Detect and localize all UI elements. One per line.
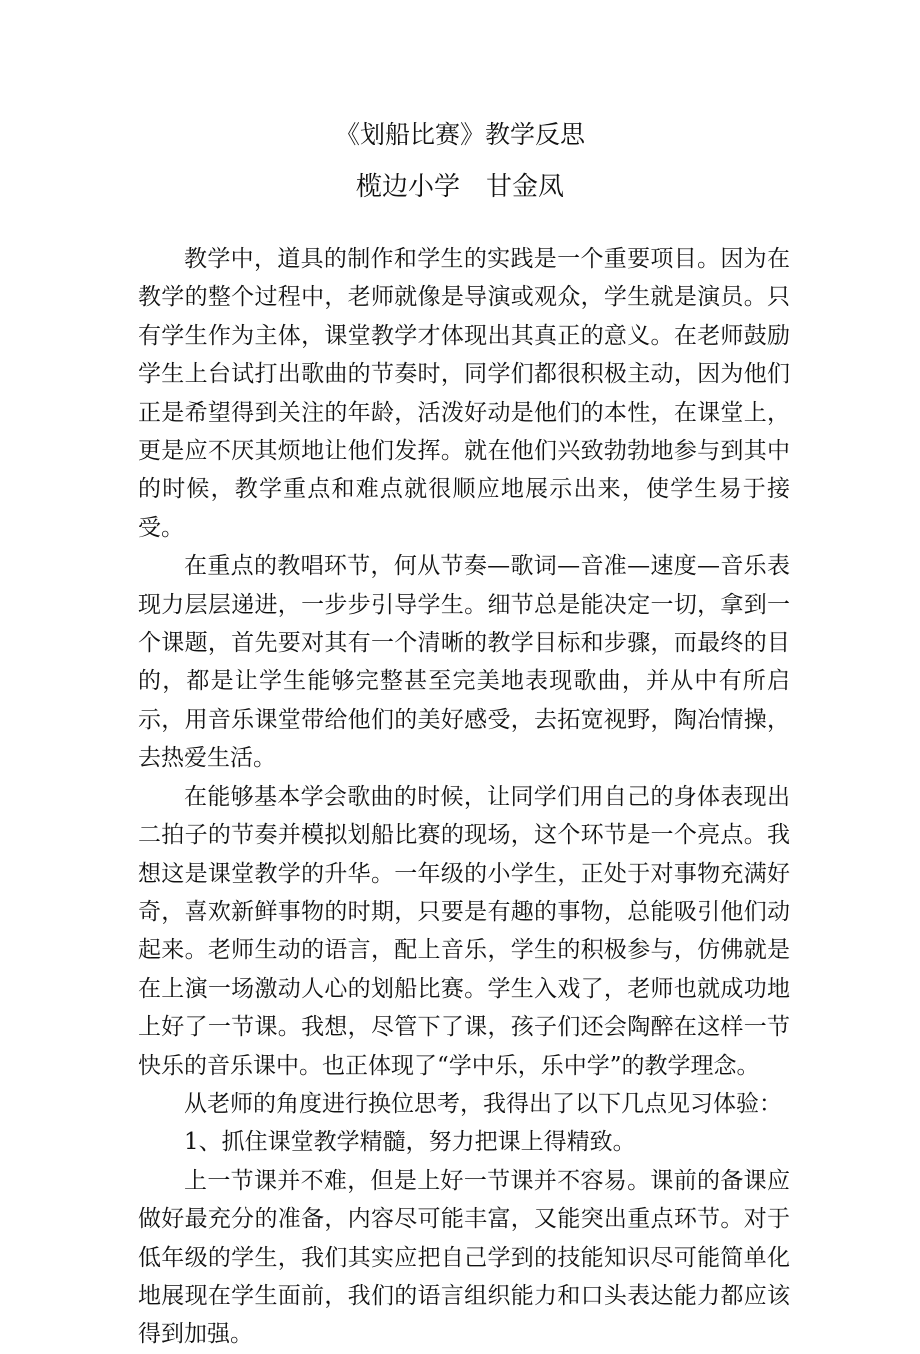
author-line: 榄边小学 甘金凤 [355, 172, 564, 202]
paragraph-4: 从老师的角度进行换位思考，我得出了以下几点见习体验： [184, 1090, 782, 1117]
document-title: 《划船比赛》教学反思 [334, 120, 585, 149]
paragraph-2: 在重点的教唱环节，何从节奏—歌词—音准—速度—音乐表现力层层递进，一步步引导学生。细节总是能决定一切，拿到一个课题，首先要对其有一个清晰的教学目标和步骤，而最终的目的，都是让学生能够完整甚至完美地表现歌曲，并从中有所启示，用音乐课堂带给他们的美好感受，去拓宽视野，陶冶情操，去热爱生活。 [138, 553, 790, 772]
document-body [138, 240, 790, 1354]
list-item-1-heading: 1、抓住课堂教学精髓，努力把课上得精致。 [184, 1129, 636, 1156]
paragraph-1: 教学中，道具的制作和学生的实践是一个重要项目。因为在教学的整个过程中，老师就像是导演或观众，学生就是演员。只有学生作为主体，课堂教学才体现出其真正的意义。在老师鼓励学生上台试打出歌曲的节奏时，同学们都很积极主动，因为他们正是希望得到关注的年龄，活泼好动是他们的本性，在课堂上，更是应不厌其烦地让他们发挥。就在他们兴致勃勃地参与到其中的时候，教学重点和难点就很顺应地展示出来，使学生易于接受。 [138, 246, 790, 541]
paragraph-3: 在能够基本学会歌曲的时候，让同学们用自己的身体表现出二拍子的节奏并模拟划船比赛的现场，这个环节是一个亮点。我想这是课堂教学的升华。一年级的小学生，正处于对事物充满好奇，喜欢新鲜事物的时期，只要是有趣的事物，总能吸引他们动起来。老师生动的语言，配上音乐，学生的积极参与，仿佛就是在上演一场激动人心的划船比赛。学生入戏了，老师也就成功地上好了一节课。我想，尽管下了课，孩子们还会陶醉在这样一节快乐的音乐课中。也正体现了“学中乐，乐中学”的教学理念。 [138, 783, 790, 1079]
paragraph-5: 上一节课并不难，但是上好一节课并不容易。课前的备课应做好最充分的准备，内容尽可能丰富，又能突出重点环节。对于低年级的学生，我们其实应把自己学到的技能知识尽可能简单化地展现在学生面前，我们的语言组织能力和口头表达能力都应该得到加强。 [138, 1167, 790, 1348]
